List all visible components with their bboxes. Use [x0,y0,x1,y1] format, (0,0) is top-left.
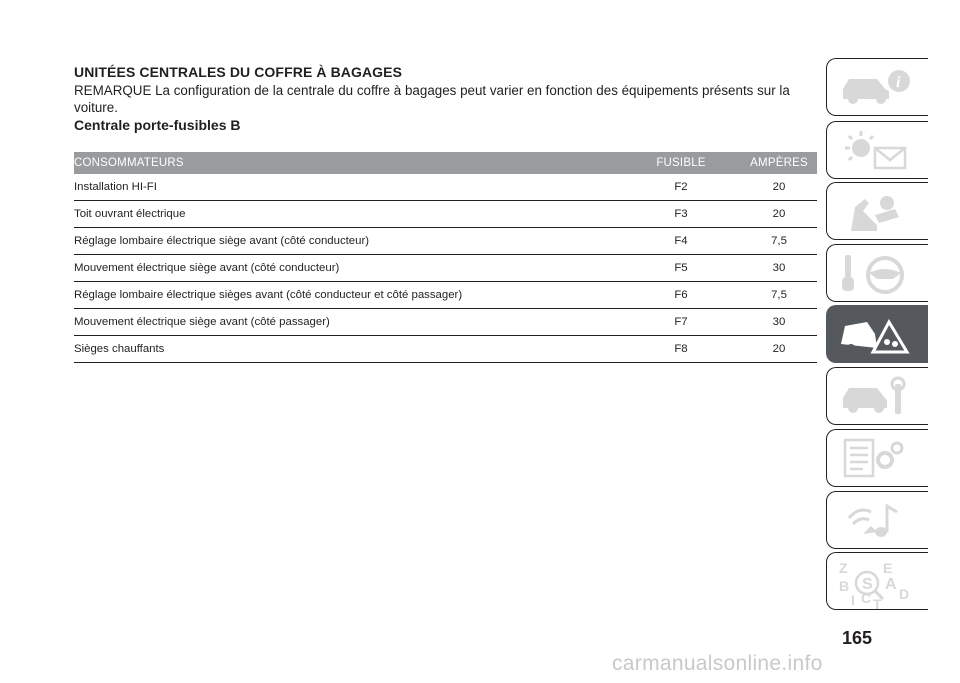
multimedia-icon [837,498,917,544]
fuse-table [74,152,817,363]
breakdown-warning-icon [837,312,917,358]
table-row [74,228,817,255]
svg-text:i: i [896,74,901,91]
cell-amps: 30 [772,262,786,274]
cell-amps: 20 [772,208,786,220]
tab-safety[interactable] [826,182,928,240]
cell-amps: 20 [772,181,786,193]
table-row [74,201,817,228]
cell-fuse: F3 [674,208,688,220]
index-icon [837,559,917,609]
table-row [74,255,817,282]
tab-warning-lights[interactable] [826,121,928,179]
cell-consumer: Mouvement électrique siège avant (côté conducteur) [74,262,340,274]
index-letter: S [862,576,873,593]
airbag-seat-icon [837,189,917,235]
cell-fuse: F6 [674,289,688,301]
tab-technical-data[interactable] [826,429,928,487]
technical-data-icon [837,436,917,482]
cell-fuse: F8 [674,343,688,355]
fuse-box-subtitle: Centrale porte-fusibles B [74,117,241,133]
cell-fuse: F5 [674,262,688,274]
table-row [74,282,817,309]
cell-amps: 20 [772,343,786,355]
index-letter: I [851,592,855,608]
tab-index[interactable] [826,552,928,610]
index-letter: B [839,578,850,594]
tab-car-info[interactable] [826,58,928,116]
cell-fuse: F7 [674,316,688,328]
cell-amps: 7,5 [771,289,787,301]
index-letter: E [883,560,893,576]
index-letter: A [885,576,897,593]
table-header [74,152,817,174]
cell-amps: 30 [772,316,786,328]
cell-consumer: Réglage lombaire électrique siège avant (côté conducteur) [74,235,370,247]
cell-consumer: Réglage lombaire électrique sièges avant (côté conducteur et côté passager) [74,289,463,301]
header-consumers: CONSOMMATEURS [74,157,184,169]
tab-maintenance[interactable] [826,367,928,425]
cell-consumer: Sièges chauffants [74,343,165,355]
index-letter: D [899,586,910,602]
cell-fuse: F4 [674,235,688,247]
cell-fuse: F2 [674,181,688,193]
warning-lights-icon [837,128,917,174]
config-note: REMARQUE La configuration de la centrale du coffre à bagages peut varier en fonction des équipements présents sur la voiture. [74,83,790,115]
index-letter: Z [839,560,848,576]
key-steering-wheel-icon [837,251,917,297]
header-fuse: FUSIBLE [656,157,706,169]
page-number: 165 [842,628,873,648]
header-amps: AMPÈRES [750,157,808,169]
index-letter: T [873,596,882,609]
car-maintenance-icon [837,374,917,420]
cell-consumer: Toit ouvrant électrique [74,208,186,220]
watermark: carmanualsonline.info [612,652,823,675]
cell-consumer: Installation HI-FI [74,181,157,193]
table-row [74,309,817,336]
table-row [74,336,817,363]
cell-consumer: Mouvement électrique siège avant (côté passager) [74,316,330,328]
tab-emergency[interactable] [826,305,928,363]
index-letter: C [861,590,872,606]
table-row [74,174,817,201]
section-title: UNITÉES CENTRALES DU COFFRE À BAGAGES [74,64,403,80]
cell-amps: 7,5 [771,235,787,247]
tab-multimedia[interactable] [826,491,928,549]
tab-starting-driving[interactable] [826,244,928,302]
car-info-icon [837,65,917,111]
